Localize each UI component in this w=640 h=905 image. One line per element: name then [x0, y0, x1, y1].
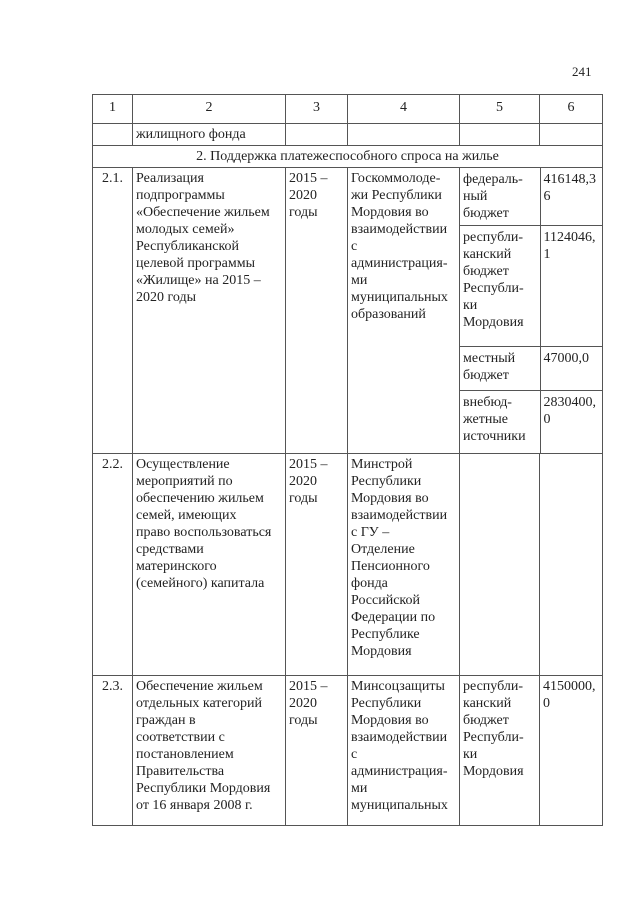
program-table: [92, 94, 603, 826]
funding-table: [460, 168, 603, 453]
column-header: 5: [460, 95, 540, 124]
page-number: 241: [572, 64, 592, 79]
period: 2015 – 2020 годы: [286, 453, 348, 675]
executor: Минстрой Республики Мордовия во взаимодействии с ГУ – Отделение Пенсионного фонда Российской Федерации по Республике Мордовия: [348, 453, 460, 675]
funding-amount: 4150000,0: [540, 675, 603, 825]
row-number: 2.3.: [93, 675, 133, 825]
cell-empty: [348, 124, 460, 146]
column-header: 4: [348, 95, 460, 124]
funding-row: [460, 347, 603, 391]
funding-amount: 1124046,1: [540, 226, 603, 347]
measure-name: Осуществление мероприятий по обеспечению жильем семей, имеющих право воспользоваться средствами материнского (семейного) капитала: [133, 453, 286, 675]
column-header: 6: [540, 95, 603, 124]
funding-source: местный бюджет: [460, 347, 540, 391]
column-header: 3: [286, 95, 348, 124]
funding-row: [460, 391, 603, 453]
funding-amount: [540, 453, 603, 675]
table-row-continuation: [93, 124, 603, 146]
funding-amount: 416148,36: [540, 168, 603, 226]
funding-source: республи- канский бюджет Республи- ки Мордовия: [460, 226, 540, 347]
cell-empty: [286, 124, 348, 146]
executor: Госкоммолоде- жи Республики Мордовия во взаимодействии с администрация- ми муниципальных образований: [348, 168, 460, 454]
table-row: [93, 168, 603, 454]
cell-empty: [540, 124, 603, 146]
executor: Минсоцзащиты Республики Мордовия во взаимодействии с администрация- ми муниципальных: [348, 675, 460, 825]
funding-source: внебюд- жетные источники: [460, 391, 540, 453]
funding-row: [460, 226, 603, 347]
period: 2015 – 2020 годы: [286, 168, 348, 454]
measure-name: Обеспечение жильем отдельных категорий граждан в соответствии с постановлением Правительства Республики Мордовия от 16 января 2008 г.: [133, 675, 286, 825]
funding-source: федераль- ный бюджет: [463, 172, 523, 221]
cell-empty: [93, 124, 133, 146]
measure-name: Реализация подпрограммы «Обеспечение жильем молодых семей» Республиканской целевой программы «Жилище» на 2015 – 2020 годы: [133, 168, 286, 454]
funding-amount: 47000,0: [540, 347, 603, 391]
table-row: [93, 675, 603, 825]
period: 2015 – 2020 годы: [286, 675, 348, 825]
table-header-row: [93, 95, 603, 124]
table-row: [93, 453, 603, 675]
funding-cell: [460, 168, 603, 454]
column-header: 1: [93, 95, 133, 124]
cell-continuation: жилищного фонда: [133, 124, 286, 146]
section-title: 2. Поддержка платежеспособного спроса на жилье: [93, 146, 603, 168]
funding-source: республи- канский бюджет Республи- ки Мордовия: [460, 675, 540, 825]
cell-empty: [460, 124, 540, 146]
column-header: 2: [133, 95, 286, 124]
funding-row: [460, 168, 603, 226]
funding-amount: 2830400,0: [540, 391, 603, 453]
row-number: 2.1.: [93, 168, 133, 454]
section-row: [93, 146, 603, 168]
funding-source: [460, 453, 540, 675]
row-number: 2.2.: [93, 453, 133, 675]
